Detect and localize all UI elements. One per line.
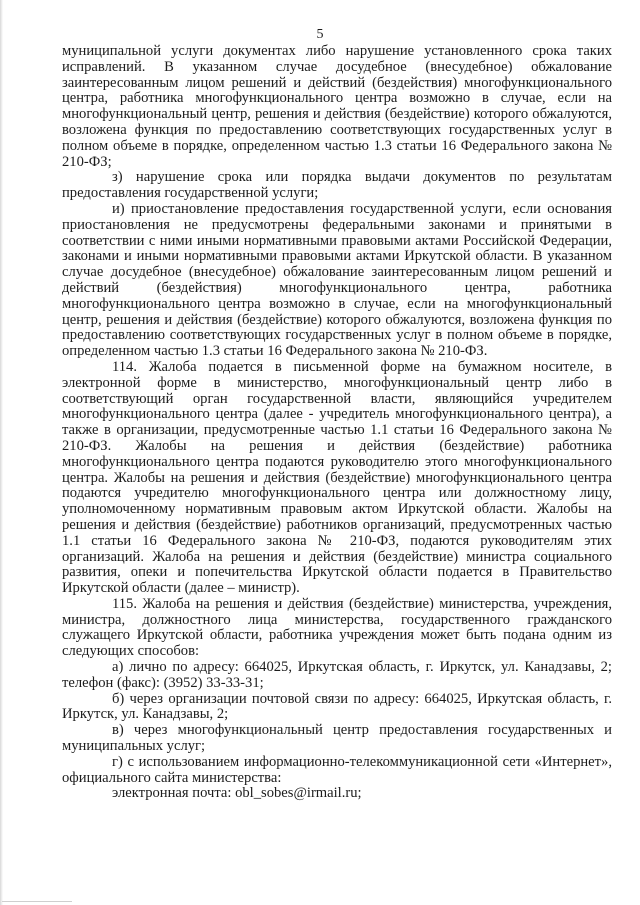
page-number: 5 [316, 27, 324, 42]
scan-artifact-line [2, 901, 72, 902]
paragraph-continuation: муниципальной услуги документах либо нарушение установленного срока таких исправлений. В указанном случае досудебное (внесудебное) обжалование заинтересованным лицом решений и действий (бездействия) многофункционального центра, работника многофункционального центра возможно в случае, если на многофункциональный центр, решения и действия (бездействие) которого обжалуются, возложена функция по предоставлению соответствующих государственных услуг в полном объеме в порядке, определенном частью 1.3 статьи 16 Федерального закона № 210-ФЗ; [62, 43, 612, 170]
scan-edge-shadow [0, 0, 3, 905]
paragraph-email: электронная почта: obl_sobes@irmail.ru; [112, 785, 362, 802]
paragraph-item-v: в) через многофункциональный центр предоставления государственных и муниципальных услуг; [62, 722, 612, 755]
document-body [62, 44, 612, 802]
paragraph-115: 115. Жалоба на решения и действия (бездействие) министерства, учреждения, министра, должностного лица министерства, государственного гражданского служащего Иркутской области, работника учреждения может быть подана одним из следующих способов: [62, 595, 612, 660]
paragraph-114: 114. Жалоба подается в письменной форме на бумажном носителе, в электронной форме в министерство, многофункциональный центр либо в соответствующий орган государственной власти, являющийся учредителем многофункционального центра (далее - учредитель многофункционального центра), а также в организации, предусмотренные частью 1.1 статьи 16 Федерального закона № 210-ФЗ. Жалобы на решения и действия (бездействие) работника многофункционального центра подаются руководителю этого многофункционального центра. Жалобы на решения и действия (бездействие) многофункционального центра подаются учредителю многофункционального центра или должностному лицу, уполномоченному нормативным правовым актом Иркутской области. Жалобы на решения и действия (бездействие) работников организаций, предусмотренных частью 1.1 статьи 16 Федерального закона № 210-ФЗ, подаются руководителям этих организаций. Жалоба на решения и действия (бездействие) министра социального развития, опеки и попечительства Иркутской области подается в Правительство Иркутской области (далее – министр). [62, 358, 612, 597]
paragraph-item-z: з) нарушение срока или порядка выдачи документов по результатам предоставления государственной услуги; [62, 169, 612, 202]
paragraph-item-b: б) через организации почтовой связи по адресу: 664025, Иркутская область, г. Иркутск, ул. Канадзавы, 2; [62, 690, 612, 723]
paragraph-item-a: а) лично по адресу: 664025, Иркутская область, г. Иркутск, ул. Канадзавы, 2; телефон (факс): (3952) 33-33-31; [62, 659, 612, 691]
paragraph-item-i: и) приостановление предоставления государственной услуги, если основания приостановления не предусмотрены федеральными законами и принятыми в соответствии с ними иными нормативными правовыми актами Российской Федерации, законами и иными нормативными правовыми актами Иркутской области. В указанном случае досудебное (внесудебное) обжалование заинтересованным лицом решений и действий (бездействия) многофункционального центра, работника многофункционального центра возможно в случае, если на многофункциональный центр, решения и действия (бездействие) которого обжалуются, возложена функция по предоставлению соответствующих государственных услуг в полном объеме в порядке, определенном частью 1.3 статьи 16 Федерального закона № 210-ФЗ. [62, 200, 612, 360]
paragraph-item-g: г) с использованием информационно-телекоммуникационной сети «Интернет», официального сайта министерства: [62, 753, 612, 786]
